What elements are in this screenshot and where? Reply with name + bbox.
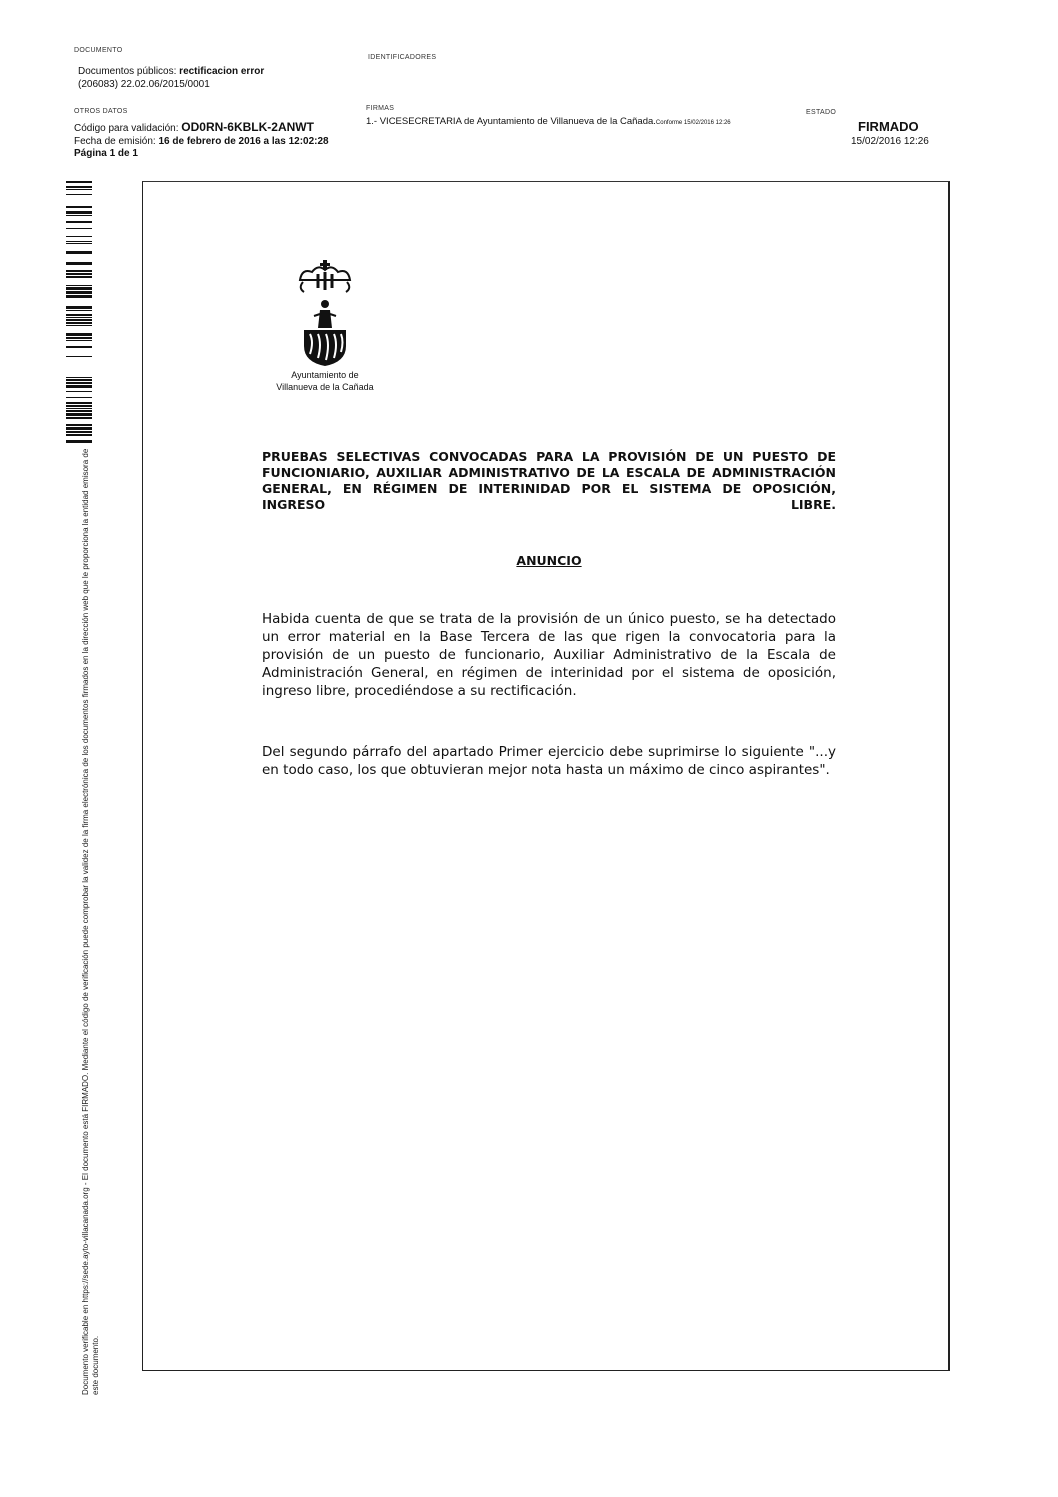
letterhead-line2: Villanueva de la Cañada	[276, 382, 374, 392]
estado-value: FIRMADO	[858, 119, 919, 134]
municipal-crest-icon	[290, 258, 360, 370]
firmas-label: FIRMAS	[366, 105, 395, 112]
body-paragraph-1: Habida cuenta de que se trata de la provisión de un único puesto, se ha detectado un error material en la Base Tercera de las que rigen la convocatoria para la provisión de un puesto de funcionario, Auxiliar Administrativo de la Escala de Administración General, en régimen de interinidad por el sistema de oposición, ingreso libre, procediéndose a su rectificación.	[262, 611, 836, 699]
documento-type: rectificacion error	[179, 66, 265, 77]
fecha-emision	[74, 136, 329, 148]
identificadores-label: IDENTIFICADORES	[368, 54, 437, 61]
documento-description	[78, 66, 264, 78]
estado-label: ESTADO	[806, 109, 837, 116]
barcode-image	[66, 181, 92, 443]
announcement-heading: ANUNCIO	[516, 553, 582, 568]
firma-entry	[366, 116, 731, 129]
firma-line: 1.- VICESECRETARIA de Ayuntamiento de Villanueva de la Cañada.	[366, 116, 656, 127]
documento-prefix: Documentos públicos:	[78, 66, 180, 77]
letterhead-line1: Ayuntamiento de	[291, 370, 359, 380]
codigo-value: OD0RN-6KBLK-2ANWT	[181, 120, 314, 134]
pagina-count: Página 1 de 1	[74, 148, 138, 159]
verification-side-text: Documento verificable en https://sede.ayto-villacanada.org - El documento está FIRMADO. Mediante el código de verificación puede comprobar la validez de la firma electrónica de los documentos firmados en la dirección web que le proporciona la entidad emisora de este documento.	[81, 448, 100, 1395]
body-paragraph-2: Del segundo párrafo del apartado Primer ejercicio debe suprimirse lo siguiente "...y en todo caso, los que obtuvieran mejor nota hasta un máximo de cinco aspirantes".	[262, 744, 836, 778]
fecha-value: 16 de febrero de 2016 a las 12:02:28	[158, 136, 329, 147]
estado-date: 15/02/2016 12:26	[851, 136, 929, 147]
firma-small: Conforme 15/02/2016 12:26	[655, 120, 731, 126]
letterhead-caption	[240, 369, 410, 393]
documento-reference: (206083) 22.02.06/2015/0001	[78, 79, 210, 90]
otros-datos-label: OTROS DATOS	[74, 108, 128, 115]
documento-label: DOCUMENTO	[74, 47, 123, 54]
codigo-validacion	[74, 121, 314, 135]
codigo-prefix: Código para validación:	[74, 123, 182, 134]
fecha-prefix: Fecha de emisión:	[74, 136, 159, 147]
document-title: PRUEBAS SELECTIVAS CONVOCADAS PARA LA PROVISIÓN DE UN PUESTO DE FUNCIONIARIO, AUXILIAR ADMINISTRATIVO DE LA ESCALA DE ADMINISTRACIÓN GENERAL, EN RÉGIMEN DE INTERINIDAD POR EL SISTEMA DE OPOSICIÓN, INGRESO LIBRE.	[262, 449, 836, 512]
